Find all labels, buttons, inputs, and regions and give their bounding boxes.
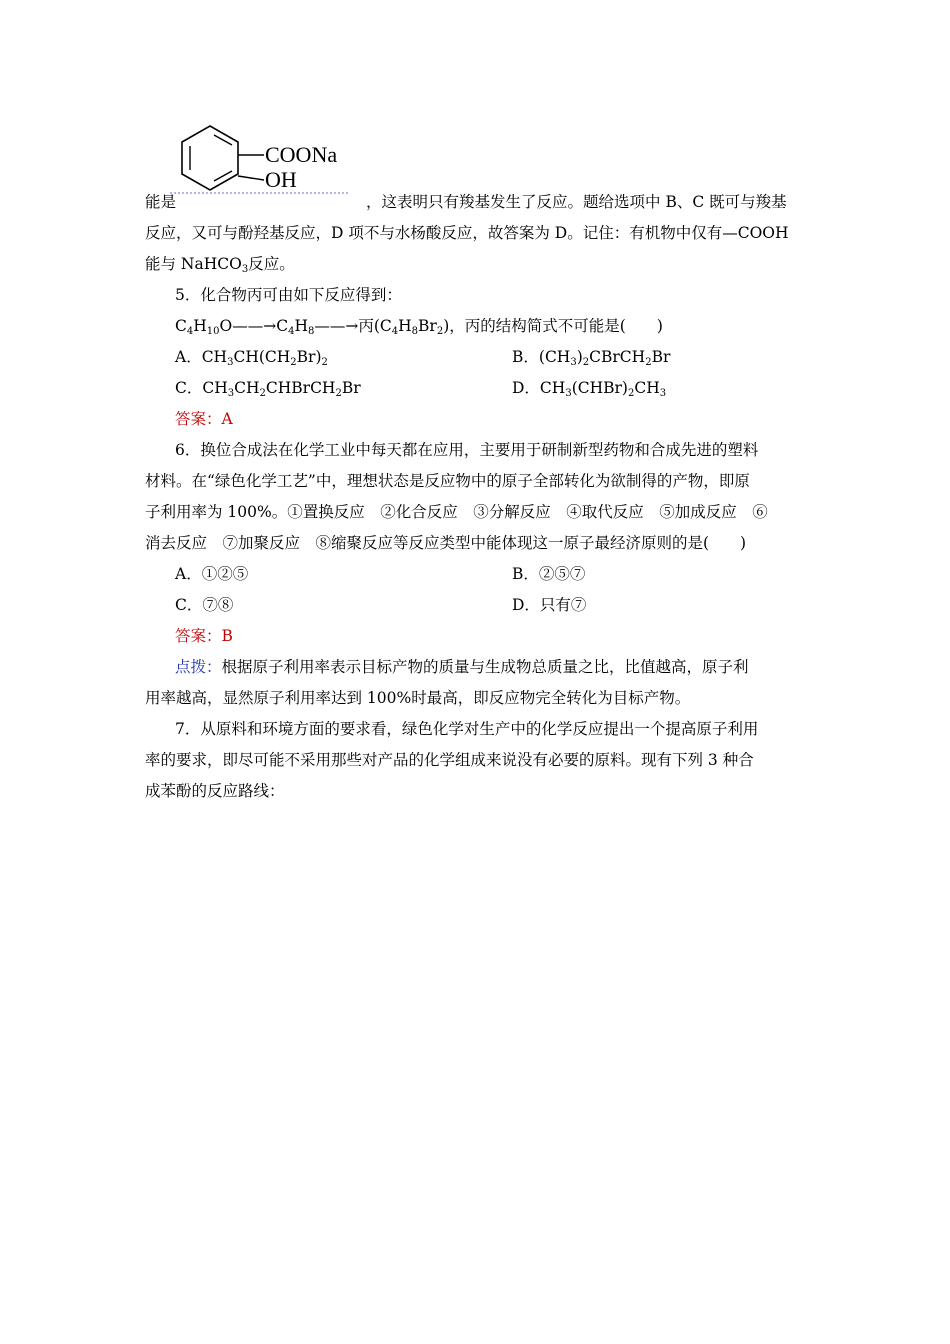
- option-b: B．②⑤⑦: [512, 565, 586, 583]
- text-line: 能是 ，这表明只有羧基发生了反应。题给选项中 B、C 既可与羧基: [145, 193, 787, 211]
- benzene-ring-structure: [170, 118, 360, 198]
- option-d: D．只有⑦: [512, 596, 587, 614]
- option-d: D．$CH_3(CHBr)_2CH_3$: [512, 379, 667, 399]
- question-5-options-row2: [175, 378, 810, 398]
- question-6-hint-cont: 用率越高，显然原子利用率达到 100%时最高，即反应物完全转化为目标产物。: [145, 689, 691, 707]
- substituent-bond-bottom: [238, 176, 264, 180]
- option-b: B．$(CH_3)_2CBrCH_2Br$: [512, 348, 671, 368]
- option-a: A．$CH_3CH(CH_2Br)_2$: [175, 348, 328, 368]
- question-5-stem: 5．化合物丙可由如下反应得到：: [175, 286, 402, 304]
- question-5-answer: 答案：A: [175, 410, 233, 428]
- question-6-text: 6．换位合成法在化学工业中每天都在应用，主要用于研制新型药物和合成先进的塑料: [175, 441, 759, 459]
- question-6-text: 材料。在“绿色化学工艺”中，理想状态是反应物中的原子全部转化为欲制得的产物，即原: [145, 472, 750, 490]
- question-5-options-row1: [175, 347, 810, 367]
- question-6-options-row2: [175, 595, 810, 615]
- coona-label: COONa: [265, 142, 338, 167]
- hint-label: 点拨：: [175, 658, 222, 676]
- question-7-text: 成苯酚的反应路线：: [145, 782, 285, 800]
- question-6-options-row1: [175, 564, 810, 584]
- question-6-text: 子利用率为 100%。①置换反应 ②化合反应 ③分解反应 ④取代反应 ⑤加成反应 ⑥: [145, 503, 768, 521]
- question-6-hint: 点拨：根据原子利用率表示目标产物的质量与生成物总质量之比，比值越高，原子利: [175, 658, 749, 676]
- oh-label: OH: [265, 167, 297, 192]
- text-line: 反应，又可与酚羟基反应，D 项不与水杨酸反应，故答案为 D。记住：有机物中仅有—COOH: [145, 224, 789, 242]
- question-6-text: 消去反应 ⑦加聚反应 ⑧缩聚反应等反应类型中能体现这一原子最经济原则的是( ): [145, 534, 747, 552]
- question-7-text: 7．从原料和环境方面的要求看，绿色化学对生产中的化学反应提出一个提高原子利用: [175, 720, 759, 738]
- question-6-answer: 答案：B: [175, 627, 233, 645]
- text-line: 能与 NaHCO$_3$反应。: [145, 255, 295, 275]
- option-c: C．$CH_3CH_2CHBrCH_2Br$: [175, 379, 361, 399]
- option-c: C．⑦⑧: [175, 596, 234, 614]
- question-5-reaction: $C_4H_{10}O——\to C_4H_8——\to$丙$(C_4H_8Br_2)$，丙的结构简式不可能是( ): [175, 317, 663, 337]
- option-a: A．①②⑤: [175, 565, 249, 583]
- question-7-text: 率的要求，即尽可能不采用那些对产品的化学组成来说没有必要的原料。现有下列 3 种合: [145, 751, 754, 769]
